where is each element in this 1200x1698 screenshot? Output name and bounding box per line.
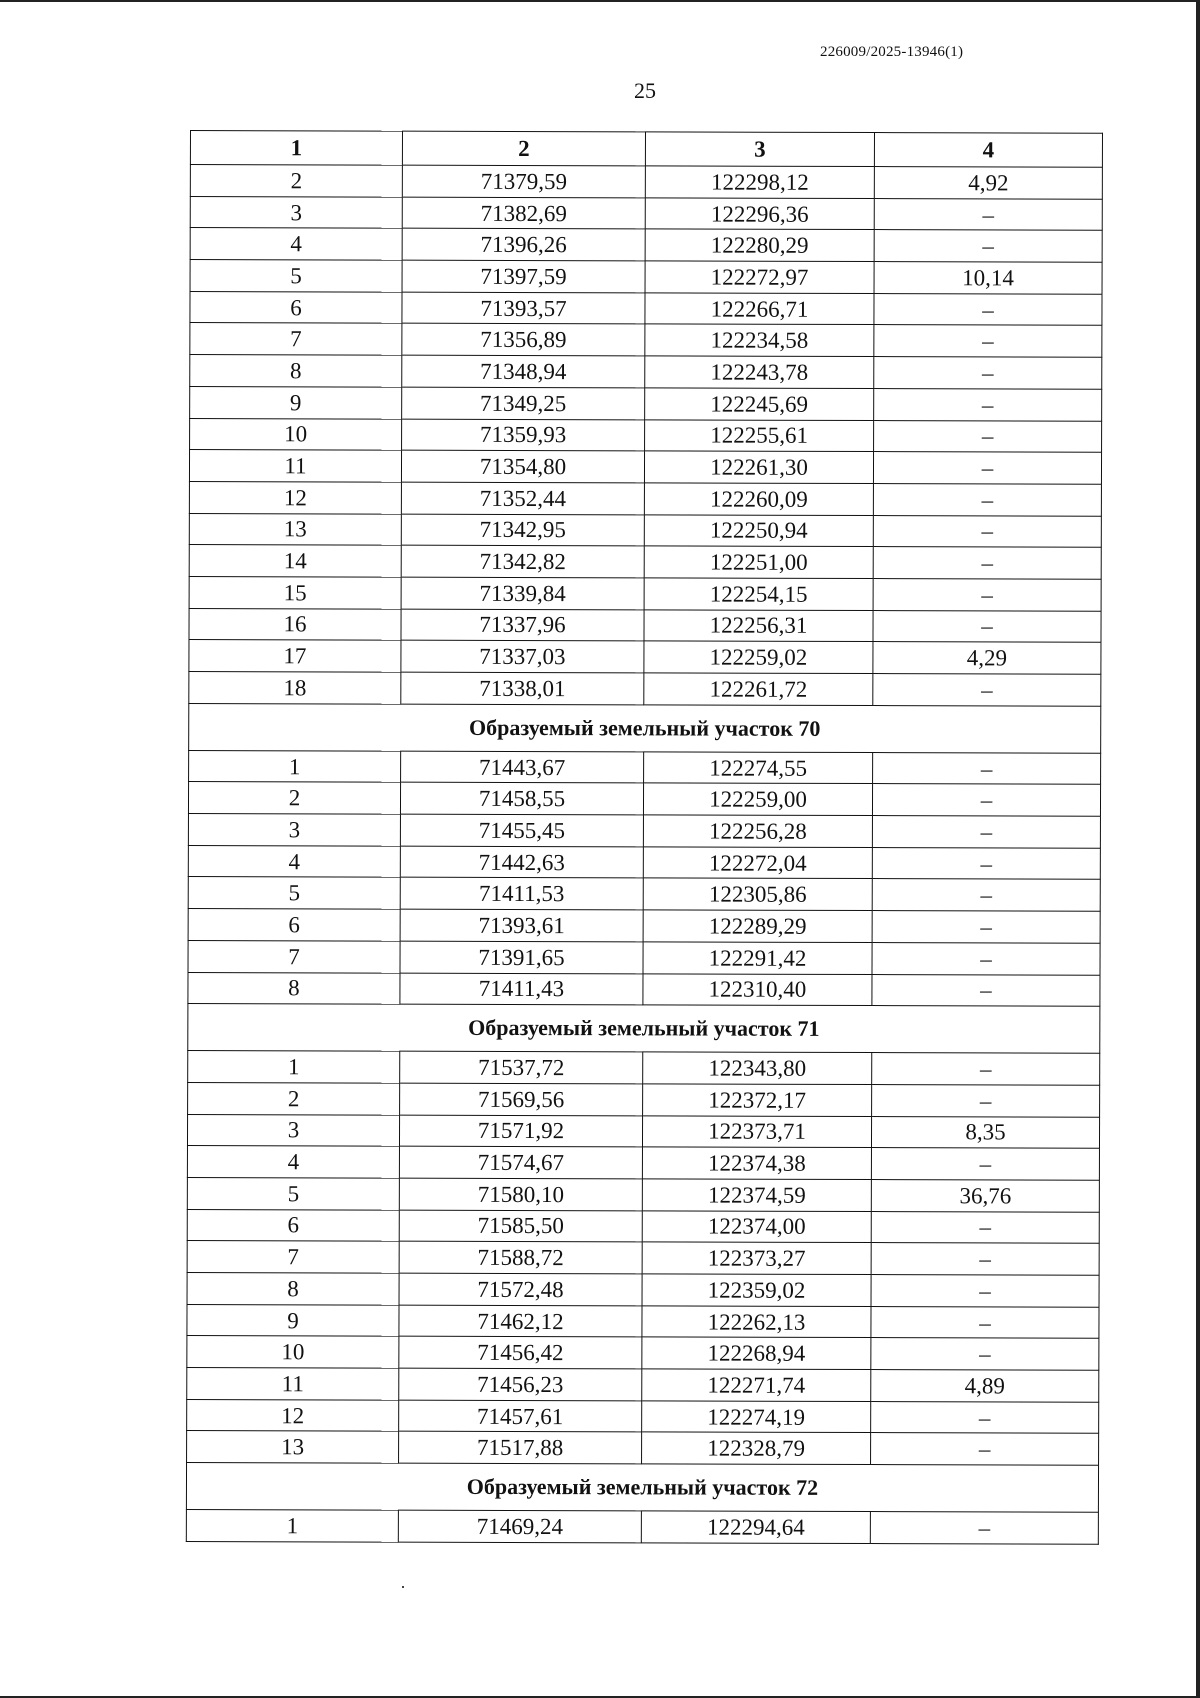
distance-cell: – xyxy=(872,816,1100,848)
distance-cell: – xyxy=(873,674,1101,706)
point-number-cell: 7 xyxy=(190,323,402,355)
coordinate-x-cell: 71352,44 xyxy=(401,482,644,514)
distance-cell: – xyxy=(872,942,1100,974)
distance-cell: 10,14 xyxy=(874,262,1102,294)
coordinate-y-cell: 122259,02 xyxy=(644,641,873,673)
point-number-cell: 8 xyxy=(187,1272,399,1304)
point-number-cell: 6 xyxy=(188,909,400,941)
coordinate-y-cell: 122298,12 xyxy=(645,166,874,198)
coordinate-y-cell: 122272,04 xyxy=(643,847,872,879)
distance-cell: – xyxy=(873,610,1101,642)
point-number-cell: 5 xyxy=(188,877,400,909)
coordinate-x-cell: 71337,03 xyxy=(401,640,644,672)
section-title: Образуемый земельный участок 70 xyxy=(189,703,1101,753)
distance-cell: – xyxy=(874,325,1102,357)
table-row xyxy=(189,750,1101,784)
coordinate-x-cell: 71588,72 xyxy=(399,1241,642,1273)
coordinate-y-cell: 122255,61 xyxy=(645,419,874,451)
table-row xyxy=(189,671,1101,705)
distance-cell: – xyxy=(870,1512,1098,1544)
distance-cell: – xyxy=(871,1211,1099,1243)
table-row xyxy=(189,545,1101,579)
coordinate-x-cell: 71342,95 xyxy=(401,514,644,546)
coordinate-x-cell: 71338,01 xyxy=(401,672,644,704)
coordinate-x-cell: 71393,57 xyxy=(402,292,645,324)
point-number-cell: 3 xyxy=(188,814,400,846)
table-row xyxy=(188,845,1100,879)
distance-cell: – xyxy=(873,483,1101,515)
coordinate-y-cell: 122305,86 xyxy=(643,878,872,910)
table-row xyxy=(188,782,1100,816)
table-row xyxy=(187,1304,1099,1338)
coordinate-x-cell: 71396,26 xyxy=(402,229,645,261)
distance-cell: – xyxy=(874,420,1102,452)
coordinate-y-cell: 122266,71 xyxy=(645,293,874,325)
distance-cell: – xyxy=(871,1148,1099,1180)
coordinate-y-cell: 122374,38 xyxy=(642,1147,871,1179)
point-number-cell: 8 xyxy=(190,355,402,387)
column-header: 2 xyxy=(402,131,645,166)
point-number-cell: 11 xyxy=(189,450,401,482)
distance-cell: – xyxy=(872,847,1100,879)
coordinate-x-cell: 71585,50 xyxy=(399,1210,642,1242)
coordinate-x-cell: 71359,93 xyxy=(402,419,645,451)
distance-cell: – xyxy=(874,357,1102,389)
coordinate-y-cell: 122274,55 xyxy=(644,752,873,784)
table-row xyxy=(190,260,1102,294)
distance-cell: – xyxy=(871,1401,1099,1433)
distance-cell: – xyxy=(871,1338,1099,1370)
distance-cell: 36,76 xyxy=(871,1179,1099,1211)
section-heading-row xyxy=(189,703,1101,753)
point-number-cell: 2 xyxy=(188,782,400,814)
coordinate-y-cell: 122268,94 xyxy=(642,1337,871,1369)
coordinate-x-cell: 71393,61 xyxy=(400,909,643,941)
distance-cell: – xyxy=(873,515,1101,547)
table-row xyxy=(188,1051,1100,1085)
distance-cell: – xyxy=(872,911,1100,943)
coordinate-x-cell: 71456,42 xyxy=(399,1337,642,1369)
coordinate-y-cell: 122373,71 xyxy=(642,1115,871,1147)
coordinate-x-cell: 71348,94 xyxy=(402,355,645,387)
table-row xyxy=(187,1114,1099,1148)
point-number-cell: 6 xyxy=(187,1209,399,1241)
coordinate-y-cell: 122256,31 xyxy=(644,609,873,641)
table-row xyxy=(187,1399,1099,1433)
column-header: 1 xyxy=(190,131,402,166)
distance-cell: – xyxy=(874,230,1102,262)
coordinate-x-cell: 71411,53 xyxy=(400,878,643,910)
point-number-cell: 18 xyxy=(189,671,401,703)
coordinate-y-cell: 122280,29 xyxy=(645,229,874,261)
point-number-cell: 12 xyxy=(189,481,401,513)
coordinate-x-cell: 71443,67 xyxy=(401,751,644,783)
coordinate-x-cell: 71349,25 xyxy=(402,387,645,419)
table-row xyxy=(190,228,1102,262)
coordinate-y-cell: 122245,69 xyxy=(645,388,874,420)
table-row xyxy=(190,418,1102,452)
coordinate-x-cell: 71457,61 xyxy=(399,1400,642,1432)
coordinate-x-cell: 71391,65 xyxy=(400,941,643,973)
coordinates-table xyxy=(186,130,1103,1545)
point-number-cell: 5 xyxy=(187,1177,399,1209)
coordinate-x-cell: 71411,43 xyxy=(400,973,643,1005)
coordinate-y-cell: 122254,15 xyxy=(644,578,873,610)
coordinate-x-cell: 71379,59 xyxy=(402,165,645,197)
table-row xyxy=(188,972,1100,1006)
point-number-cell: 5 xyxy=(190,260,402,292)
coordinate-y-cell: 122343,80 xyxy=(643,1052,872,1084)
table-row xyxy=(188,940,1100,974)
coordinate-x-cell: 71458,55 xyxy=(400,783,643,815)
coordinate-x-cell: 71517,88 xyxy=(399,1432,642,1464)
table-row xyxy=(188,877,1100,911)
table-row xyxy=(190,355,1102,389)
coordinate-x-cell: 71456,23 xyxy=(399,1368,642,1400)
distance-cell: 4,29 xyxy=(873,642,1101,674)
coordinate-y-cell: 122256,28 xyxy=(643,815,872,847)
coordinate-y-cell: 122261,72 xyxy=(644,673,873,705)
distance-cell: – xyxy=(871,1275,1099,1307)
distance-cell: – xyxy=(871,1306,1099,1338)
point-number-cell: 16 xyxy=(189,608,401,640)
coordinate-x-cell: 71337,96 xyxy=(401,609,644,641)
coordinate-x-cell: 71339,84 xyxy=(401,577,644,609)
distance-cell: – xyxy=(873,578,1101,610)
coordinate-y-cell: 122251,00 xyxy=(644,546,873,578)
table-row xyxy=(187,1431,1099,1465)
coordinate-y-cell: 122291,42 xyxy=(643,942,872,974)
coordinate-y-cell: 122272,97 xyxy=(645,261,874,293)
coordinate-y-cell: 122271,74 xyxy=(642,1369,871,1401)
distance-cell: – xyxy=(873,752,1101,784)
table-row xyxy=(187,1272,1099,1306)
point-number-cell: 11 xyxy=(187,1368,399,1400)
point-number-cell: 7 xyxy=(187,1241,399,1273)
coordinate-x-cell: 71462,12 xyxy=(399,1305,642,1337)
distance-cell: – xyxy=(874,293,1102,325)
section-heading-row xyxy=(186,1463,1098,1513)
point-number-cell: 2 xyxy=(190,165,402,197)
coordinate-y-cell: 122373,27 xyxy=(642,1242,871,1274)
distance-cell: – xyxy=(871,1433,1099,1465)
table-row xyxy=(187,1209,1099,1243)
coordinate-y-cell: 122359,02 xyxy=(642,1274,871,1306)
point-number-cell: 14 xyxy=(189,545,401,577)
section-heading-row xyxy=(188,1004,1100,1054)
point-number-cell: 15 xyxy=(189,576,401,608)
table-row xyxy=(189,608,1101,642)
point-number-cell: 1 xyxy=(189,750,401,782)
point-number-cell: 4 xyxy=(187,1146,399,1178)
table-row xyxy=(188,1082,1100,1116)
coordinate-y-cell: 122250,94 xyxy=(644,514,873,546)
coordinate-y-cell: 122260,09 xyxy=(644,483,873,515)
distance-cell: – xyxy=(872,879,1100,911)
coordinate-y-cell: 122259,00 xyxy=(643,783,872,815)
point-number-cell: 3 xyxy=(190,196,402,228)
point-number-cell: 4 xyxy=(190,228,402,260)
point-number-cell: 6 xyxy=(190,291,402,323)
distance-cell: 4,89 xyxy=(871,1370,1099,1402)
point-number-cell: 13 xyxy=(189,513,401,545)
table-row xyxy=(189,450,1101,484)
coordinate-x-cell: 71382,69 xyxy=(402,197,645,229)
section-title: Образуемый земельный участок 72 xyxy=(186,1463,1098,1513)
table-row xyxy=(186,1510,1098,1544)
point-number-cell: 9 xyxy=(187,1304,399,1336)
point-number-cell: 10 xyxy=(187,1336,399,1368)
table-row xyxy=(189,481,1101,515)
page-number: 25 xyxy=(634,78,656,103)
point-number-cell: 1 xyxy=(188,1051,400,1083)
point-number-cell: 1 xyxy=(186,1510,398,1542)
coordinate-x-cell: 71442,63 xyxy=(400,846,643,878)
table-row xyxy=(188,909,1100,943)
distance-cell: – xyxy=(872,784,1100,816)
table-row xyxy=(190,291,1102,325)
coordinate-x-cell: 71397,59 xyxy=(402,260,645,292)
coordinate-x-cell: 71342,82 xyxy=(401,545,644,577)
coordinate-x-cell: 71580,10 xyxy=(399,1178,642,1210)
point-number-cell: 8 xyxy=(188,972,400,1004)
table-row xyxy=(187,1241,1099,1275)
distance-cell: – xyxy=(874,198,1102,230)
distance-cell: – xyxy=(871,1243,1099,1275)
coordinate-x-cell: 71469,24 xyxy=(398,1510,641,1542)
table-row xyxy=(189,640,1101,674)
distance-cell: – xyxy=(873,452,1101,484)
coordinate-y-cell: 122296,36 xyxy=(645,198,874,230)
coordinate-x-cell: 71574,67 xyxy=(399,1146,642,1178)
coordinate-x-cell: 71572,48 xyxy=(399,1273,642,1305)
table-row xyxy=(189,576,1101,610)
point-number-cell: 12 xyxy=(187,1399,399,1431)
table-row xyxy=(189,513,1101,547)
point-number-cell: 4 xyxy=(188,845,400,877)
column-header: 3 xyxy=(645,132,874,167)
coordinate-x-cell: 71356,89 xyxy=(402,324,645,356)
coordinate-x-cell: 71569,56 xyxy=(400,1083,643,1115)
point-number-cell: 2 xyxy=(188,1082,400,1114)
section-title: Образуемый земельный участок 71 xyxy=(188,1004,1100,1054)
distance-cell: – xyxy=(872,974,1100,1006)
coordinate-y-cell: 122328,79 xyxy=(642,1432,871,1464)
document-number: 226009/2025-13946(1) xyxy=(820,44,964,60)
coordinate-x-cell: 71571,92 xyxy=(399,1115,642,1147)
distance-cell: – xyxy=(873,547,1101,579)
distance-cell: – xyxy=(872,1084,1100,1116)
table-row xyxy=(190,165,1102,199)
distance-cell: 8,35 xyxy=(871,1116,1099,1148)
column-header: 4 xyxy=(874,133,1102,168)
coordinate-y-cell: 122262,13 xyxy=(642,1306,871,1338)
scan-speck xyxy=(402,1586,404,1588)
point-number-cell: 9 xyxy=(190,386,402,418)
table-row xyxy=(188,814,1100,848)
coordinate-y-cell: 122294,64 xyxy=(641,1511,870,1543)
table-row xyxy=(190,196,1102,230)
coordinate-y-cell: 122374,59 xyxy=(642,1179,871,1211)
distance-cell: 4,92 xyxy=(874,167,1102,199)
table-body xyxy=(186,165,1102,1545)
coordinate-y-cell: 122274,19 xyxy=(642,1401,871,1433)
distance-cell: – xyxy=(874,388,1102,420)
table-row xyxy=(187,1146,1099,1180)
coordinate-y-cell: 122310,40 xyxy=(643,973,872,1005)
coordinate-y-cell: 122372,17 xyxy=(643,1084,872,1116)
coordinate-y-cell: 122243,78 xyxy=(645,356,874,388)
point-number-cell: 13 xyxy=(187,1431,399,1463)
table-row xyxy=(190,386,1102,420)
point-number-cell: 7 xyxy=(188,940,400,972)
table-row xyxy=(187,1177,1099,1211)
point-number-cell: 3 xyxy=(187,1114,399,1146)
distance-cell: – xyxy=(872,1053,1100,1085)
table-row xyxy=(190,323,1102,357)
table-row xyxy=(187,1336,1099,1370)
point-number-cell: 17 xyxy=(189,640,401,672)
table-row xyxy=(187,1368,1099,1402)
coordinate-x-cell: 71455,45 xyxy=(400,814,643,846)
coordinate-y-cell: 122261,30 xyxy=(644,451,873,483)
coordinate-x-cell: 71354,80 xyxy=(401,450,644,482)
point-number-cell: 10 xyxy=(190,418,402,450)
table-header-row xyxy=(190,131,1102,168)
coordinate-x-cell: 71537,72 xyxy=(400,1051,643,1083)
coordinate-y-cell: 122234,58 xyxy=(645,324,874,356)
coordinate-y-cell: 122289,29 xyxy=(643,910,872,942)
coordinate-y-cell: 122374,00 xyxy=(642,1210,871,1242)
